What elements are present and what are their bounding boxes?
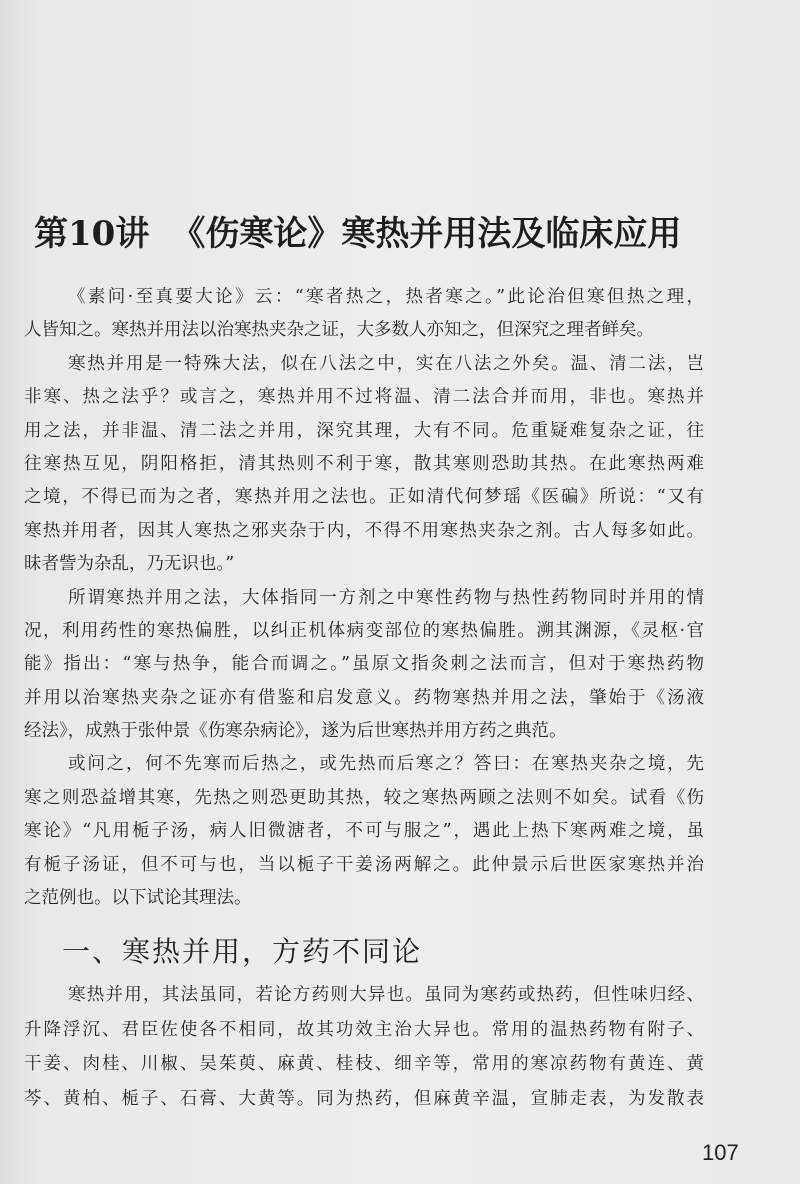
text-line: 之境，不得已而为之者，寒热并用之法也。正如清代何梦瑶《医碥》所说：“又有 — [24, 487, 704, 508]
text-line: 寒热并用是一特殊大法，似在八法之中，实在八法之外矣。温、清二法，岂 — [68, 353, 704, 374]
text-line: 寒热并用，其法虽同，若论方药则大异也。虽同为寒药或热药，但性味归经、 — [68, 985, 704, 1005]
text-line: 寒之则恐益增其寒，先热之则恐更助其热，较之寒热两顾之法则不如矣。试看《伤 — [24, 787, 704, 808]
chapter-title — [34, 206, 774, 255]
text-line: 干姜、肉桂、川椒、吴茱萸、麻黄、桂枝、细辛等，常用的寒凉药物有黄连、黄 — [24, 1054, 704, 1074]
text-line: 寒热并用者，因其人寒热之邪夹杂于内，不得不用寒热夹杂之剂。古人每多如此。 — [24, 520, 704, 541]
text-line: 人皆知之。寒热并用法以治寒热夹杂之证，大多数人亦知之，但深究之理者鲜矣。 — [24, 320, 654, 341]
chapter-title-text: 《伤寒论》寒热并用法及临床应用 — [171, 214, 682, 254]
text-line: 并用以治寒热夹杂之证亦有借鉴和启发意义。药物寒热并用之法，肇始于《汤液 — [24, 687, 704, 708]
text-line: 芩、黄柏、栀子、石膏、大黄等。同为热药，但麻黄辛温，宣肺走表，为发散表 — [24, 1088, 704, 1109]
text-line: 往寒热互见，阴阳格拒，清其热则不利于寒，散其寒则恐助其热。在此寒热两难 — [24, 453, 704, 474]
text-line: 昧者訾为杂乱，乃无识也。” — [24, 554, 235, 575]
chapter-number: 第10讲 — [34, 214, 150, 254]
text-line: 经法》，成熟于张仲景《伤寒杂病论》，遂为后世寒热并用方药之典范。 — [24, 721, 567, 742]
section-heading: 一、寒热并用，方药不同论 — [62, 935, 423, 968]
section-body — [24, 978, 704, 1116]
text-line: 或问之，何不先寒而后热之，或先热而后寒之？答曰：在寒热夹杂之境，先 — [68, 754, 704, 775]
text-line: 寒论》“凡用栀子汤，病人旧微溏者，不可与服之”，遇此上热下寒两难之境，虽 — [24, 821, 704, 842]
paragraph — [24, 978, 704, 1116]
text-line: 升降浮沉、君臣佐使各不相同，故其功效主治大异也。常用的温热药物有附子、 — [24, 1019, 704, 1040]
text-line: 《素问·至真要大论》云：“寒者热之，热者寒之。”此论治但寒但热之理， — [68, 287, 704, 307]
text-line: 有栀子汤证，但不可与也，当以栀子干姜汤两解之。此仲景示后世医家寒热并治 — [24, 854, 704, 875]
text-line: 能》指出：“寒与热争，能合而调之。”虽原文指灸刺之法而言，但对于寒热药物 — [24, 654, 704, 675]
text-line: 之范例也。以下试论其理法。 — [24, 888, 252, 909]
text-line: 非寒、热之法乎？或言之，寒热并用不过将温、清二法合并而用，非也。寒热并 — [24, 387, 704, 408]
text-line: 所谓寒热并用之法，大体指同一方剂之中寒性药物与热性药物同时并用的情 — [68, 587, 704, 608]
text-line: 用之法，并非温、清二法之并用，深究其理，大有不同。危重疑难复杂之证，往 — [24, 420, 704, 441]
paragraph — [24, 281, 704, 348]
page-number: 107 — [702, 1140, 739, 1165]
paragraph — [24, 748, 704, 915]
chapter-body — [24, 281, 704, 915]
text-line: 况，利用药性的寒热偏胜，以纠正机体病变部位的寒热偏胜。溯其渊源，《灵枢·官 — [24, 620, 704, 641]
paragraph — [24, 348, 704, 582]
paragraph — [24, 582, 704, 749]
